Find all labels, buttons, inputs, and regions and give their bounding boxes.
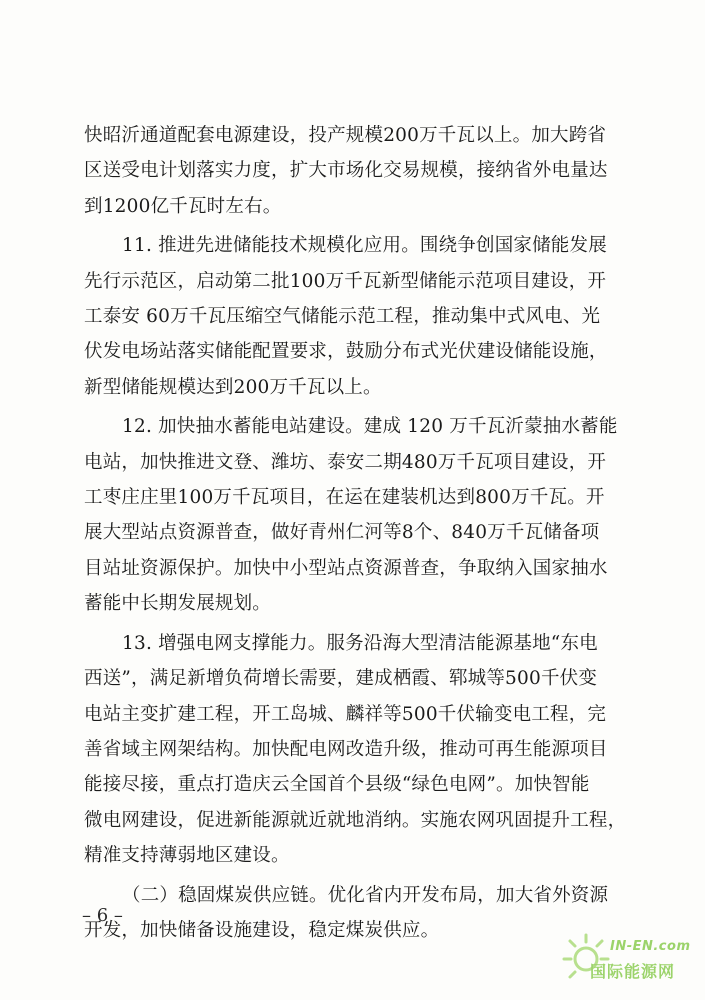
text-line: 电站主变扩建工程，开工岛城、麟祥等500千伏输变电工程，完 bbox=[84, 703, 607, 725]
text-line: 电站，加快推进文登、潍坊、泰安二期480万千瓦项目建设，开 bbox=[84, 451, 607, 473]
section-12-heading-line: 12. 加快抽水蓄能电站建设。建成 120 万千瓦沂蒙抽水蓄能 bbox=[122, 416, 618, 438]
watermark-en-text: IN-EN.com bbox=[610, 939, 691, 954]
document-body bbox=[84, 118, 629, 948]
section-2-heading-line: （二）稳固煤炭供应链。优化省内开发布局，加大省外资源 bbox=[122, 884, 609, 906]
text-line: 工枣庄庄里100万千瓦项目，在运在建装机达到800万千瓦。开 bbox=[84, 487, 605, 509]
page-number: – 6 – bbox=[82, 905, 123, 926]
text-line: 开发，加快储备设施建设，稳定煤炭供应。 bbox=[84, 919, 440, 941]
text-line: 新型储能规模达到200万千瓦以上。 bbox=[84, 376, 382, 398]
watermark-logo bbox=[558, 925, 698, 995]
section-11-heading-line: 11. 推进先进储能技术规模化应用。围绕争创国家储能发展 bbox=[122, 235, 607, 257]
text-line: 善省域主网架结构。加快配电网改造升级，推动可再生能源项目 bbox=[84, 738, 608, 760]
text-line: 展大型站点资源普查，做好青州仁河等8个、840万千瓦储备项 bbox=[84, 522, 600, 544]
text-line: 微电网建设，促进新能源就近就地消纳。实施农网巩固提升工程， bbox=[84, 809, 627, 831]
text-line: 蓄能中长期发展规划。 bbox=[84, 593, 272, 615]
text-line: 精准支持薄弱地区建设。 bbox=[84, 845, 290, 867]
watermark-cn-text: 国际能源网 bbox=[590, 962, 676, 981]
text-line: 先行示范区，启动第二批100万千瓦新型储能示范项目建设，开 bbox=[84, 270, 607, 292]
text-line: 快昭沂通道配套电源建设，投产规模200万千瓦以上。加大跨省 bbox=[84, 125, 607, 146]
text-line: 西送”，满足新增负荷增长需要，建成栖霞、郓城等500千伏变 bbox=[84, 668, 598, 690]
text-line: 到1200亿千瓦时左右。 bbox=[84, 195, 282, 217]
text-line: 目站址资源保护。加快中小型站点资源普查，争取纳入国家抽水 bbox=[84, 557, 608, 579]
text-line: 伏发电场站落实储能配置要求，鼓励分布式光伏建设储能设施， bbox=[84, 341, 608, 363]
section-13-heading-line: 13. 增强电网支撑能力。服务沿海大型清洁能源基地“东电 bbox=[122, 632, 598, 654]
text-line: 能接尽接，重点打造庆云全国首个县级“绿色电网”。加快智能 bbox=[84, 774, 590, 796]
text-line: 区送受电计划落实力度，扩大市场化交易规模，接纳省外电量达 bbox=[84, 160, 608, 182]
text-line: 工泰安 60万千瓦压缩空气储能示范工程，推动集中式风电、光 bbox=[84, 306, 601, 328]
